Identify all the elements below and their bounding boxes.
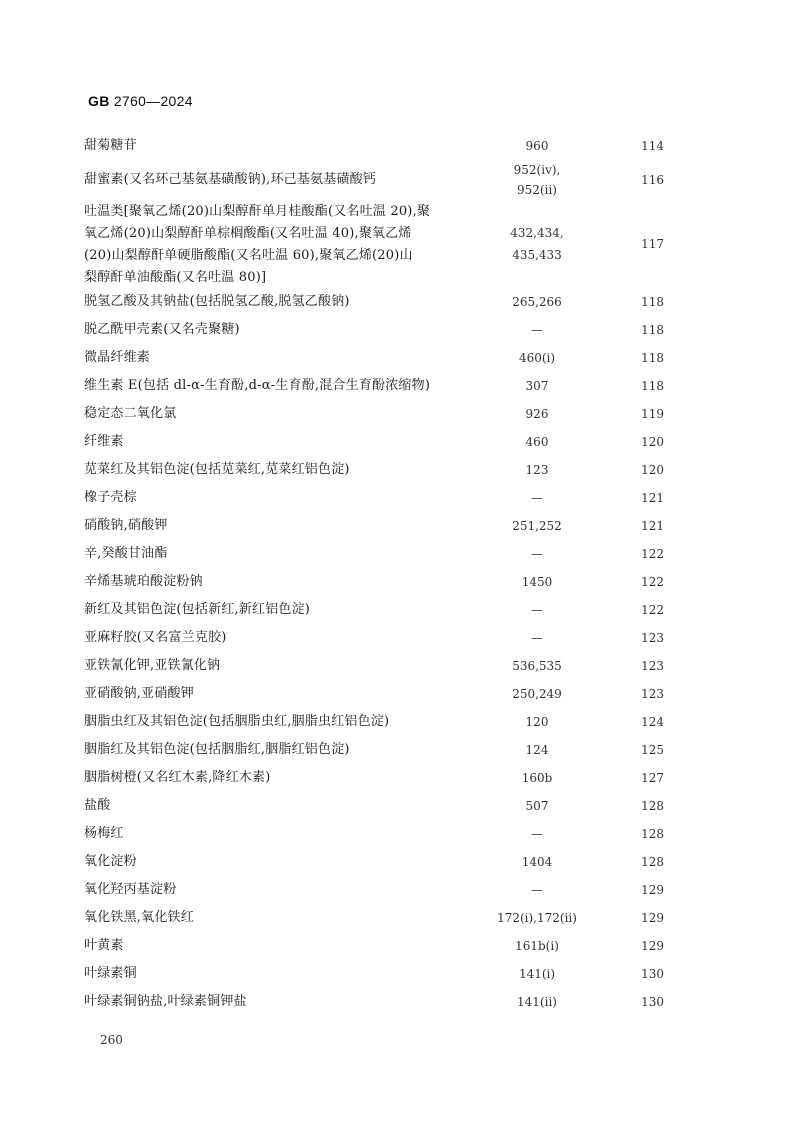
additive-name: 叶黄素 (84, 938, 124, 953)
page-ref: 118 (641, 295, 664, 309)
additive-name: 辛烯基琥珀酸淀粉钠 (84, 574, 203, 589)
page-ref: 125 (641, 743, 664, 757)
ins-number: 926 (525, 407, 549, 421)
ins-number: 250,249 (512, 687, 562, 701)
page-ref: 118 (641, 379, 664, 393)
ins-number: 123 (525, 463, 549, 477)
table-row (84, 624, 664, 652)
additive-name: 硝酸钠,硝酸钾 (84, 518, 168, 533)
additive-name: 纤维素 (84, 434, 124, 449)
ins-number: — (531, 631, 543, 645)
ins-number: 160b (521, 771, 553, 785)
additive-name: 胭脂树橙(又名红木素,降红木素) (84, 770, 271, 785)
ins-number: — (531, 323, 543, 337)
ins-number: — (531, 491, 543, 505)
page-ref: 128 (641, 855, 664, 869)
page-ref: 121 (641, 519, 664, 533)
table-row (84, 132, 664, 160)
name-line: 梨醇酐单油酸酯(又名吐温 80)] (84, 270, 267, 285)
page-ref: 123 (641, 687, 664, 701)
additive-name (84, 201, 464, 289)
ins-number: 536,535 (512, 659, 562, 673)
ins-number: 265,266 (512, 295, 562, 309)
ins-number: — (531, 603, 543, 617)
table-row (84, 680, 664, 708)
ins-number: 307 (525, 379, 549, 393)
page-ref: 114 (641, 139, 664, 153)
additive-name: 氧化铁黑,氧化铁红 (84, 910, 194, 925)
ins-number: 124 (525, 743, 549, 757)
table-row (84, 316, 664, 344)
additive-name: 盐酸 (84, 798, 111, 813)
table-row (84, 428, 664, 456)
page-ref: 121 (641, 491, 664, 505)
table-row (84, 988, 664, 1016)
table-row (84, 568, 664, 596)
additive-name: 脱乙酰甲壳素(又名壳聚糖) (84, 322, 240, 337)
standard-code (88, 93, 193, 109)
standard-number: 2760—2024 (113, 93, 193, 109)
page-ref: 118 (641, 323, 664, 337)
table-row (84, 932, 664, 960)
ins-number (474, 160, 600, 200)
additive-name: 新红及其铝色淀(包括新红,新红铝色淀) (84, 602, 311, 617)
page-ref: 116 (641, 173, 664, 187)
additive-name: 脱氢乙酸及其钠盐(包括脱氢乙酸,脱氢乙酸钠) (84, 294, 350, 309)
ins-number: 507 (525, 799, 549, 813)
page-ref: 124 (641, 715, 664, 729)
additive-name: 叶绿素铜钠盐,叶绿素铜钾盐 (84, 994, 247, 1009)
table-row (84, 512, 664, 540)
page-ref: 120 (641, 435, 664, 449)
table-row (84, 596, 664, 624)
table-row (84, 344, 664, 372)
ins-number: 460(i) (518, 351, 556, 365)
additive-name: 稳定态二氧化氯 (84, 406, 177, 421)
ins-number: — (531, 827, 543, 841)
additive-name: 杨梅红 (84, 826, 124, 841)
additive-name: 橡子壳棕 (84, 490, 137, 505)
additive-name: 亚铁氰化钾,亚铁氰化钠 (84, 658, 221, 673)
ins-number: 1404 (521, 855, 553, 869)
table-row (84, 456, 664, 484)
additive-name: 微晶纤维素 (84, 350, 151, 365)
page-ref: 128 (641, 799, 664, 813)
page-ref: 122 (641, 575, 664, 589)
table-row (84, 200, 664, 288)
additive-name: 氧化羟丙基淀粉 (84, 882, 177, 897)
table-row (84, 400, 664, 428)
page-ref: 119 (641, 407, 664, 421)
ins-line: 435,433 (512, 248, 562, 262)
page-ref: 129 (641, 911, 664, 925)
table-row (84, 288, 664, 316)
ins-number: 120 (525, 715, 549, 729)
page-ref: 130 (641, 967, 664, 981)
table-row (84, 960, 664, 988)
additive-name: 甜菊糖苷 (84, 138, 137, 153)
standard-prefix: GB (88, 93, 110, 109)
name-line: 氧乙烯(20)山梨醇酐单棕榈酸酯(又名吐温 40),聚氧乙烯 (84, 226, 412, 241)
page-ref: 122 (641, 547, 664, 561)
additive-name: 叶绿素铜 (84, 966, 137, 981)
ins-number: 1450 (521, 575, 553, 589)
additive-name: 胭脂红及其铝色淀(包括胭脂红,胭脂红铝色淀) (84, 742, 350, 757)
page-ref: 129 (641, 939, 664, 953)
table-row (84, 736, 664, 764)
ins-number: 172(i),172(ii) (497, 911, 577, 925)
ins-number: — (531, 547, 543, 561)
ins-number: 161b(i) (515, 939, 559, 953)
ins-number: 141(ii) (517, 995, 557, 1009)
ins-number: 251,252 (512, 519, 562, 533)
table-row (84, 372, 664, 400)
additive-name: 胭脂虫红及其铝色淀(包括胭脂虫红,胭脂虫红铝色淀) (84, 714, 390, 729)
additive-name: 甜蜜素(又名环己基氨基磺酸钠),环己基氨基磺酸钙 (84, 172, 377, 187)
ins-line: 952(ii) (517, 183, 557, 197)
additive-name: 辛,癸酸甘油酯 (84, 546, 168, 561)
page-ref: 130 (641, 995, 664, 1009)
table-row (84, 820, 664, 848)
ins-line: 952(iv), (513, 163, 561, 177)
additive-name: 维生素 E(包括 dl-α-生育酚,d-α-生育酚,混合生育酚浓缩物) (84, 378, 431, 393)
table-row (84, 764, 664, 792)
ins-number: 960 (525, 139, 549, 153)
page-ref: 118 (641, 351, 664, 365)
additive-name: 亚硝酸钠,亚硝酸钾 (84, 686, 194, 701)
additive-name: 氧化淀粉 (84, 854, 137, 869)
page-ref: 120 (641, 463, 664, 477)
table-row (84, 792, 664, 820)
page-ref: 127 (641, 771, 664, 785)
ins-number: 141(i) (518, 967, 556, 981)
page-number: 260 (100, 1033, 123, 1047)
table-row (84, 652, 664, 680)
ins-number: — (531, 883, 543, 897)
additive-name: 亚麻籽胶(又名富兰克胶) (84, 630, 227, 645)
table-row (84, 484, 664, 512)
page-ref: 123 (641, 631, 664, 645)
page-ref: 128 (641, 827, 664, 841)
additive-name: 苋菜红及其铝色淀(包括苋菜红,苋菜红铝色淀) (84, 462, 350, 477)
ins-number (474, 222, 600, 266)
ins-number: 460 (525, 435, 549, 449)
name-line: 吐温类[聚氧乙烯(20)山梨醇酐单月桂酸酯(又名吐温 20),聚 (84, 204, 431, 219)
table-row (84, 876, 664, 904)
table-row (84, 540, 664, 568)
ins-line: 432,434, (510, 226, 564, 240)
page-ref: 129 (641, 883, 664, 897)
page-ref: 117 (641, 237, 664, 251)
additive-index-table (84, 132, 664, 1016)
page-ref: 123 (641, 659, 664, 673)
table-row (84, 848, 664, 876)
table-row (84, 708, 664, 736)
page-ref: 122 (641, 603, 664, 617)
table-row (84, 160, 664, 200)
table-row (84, 904, 664, 932)
name-line: (20)山梨醇酐单硬脂酸酯(又名吐温 60),聚氧乙烯(20)山 (84, 248, 413, 263)
